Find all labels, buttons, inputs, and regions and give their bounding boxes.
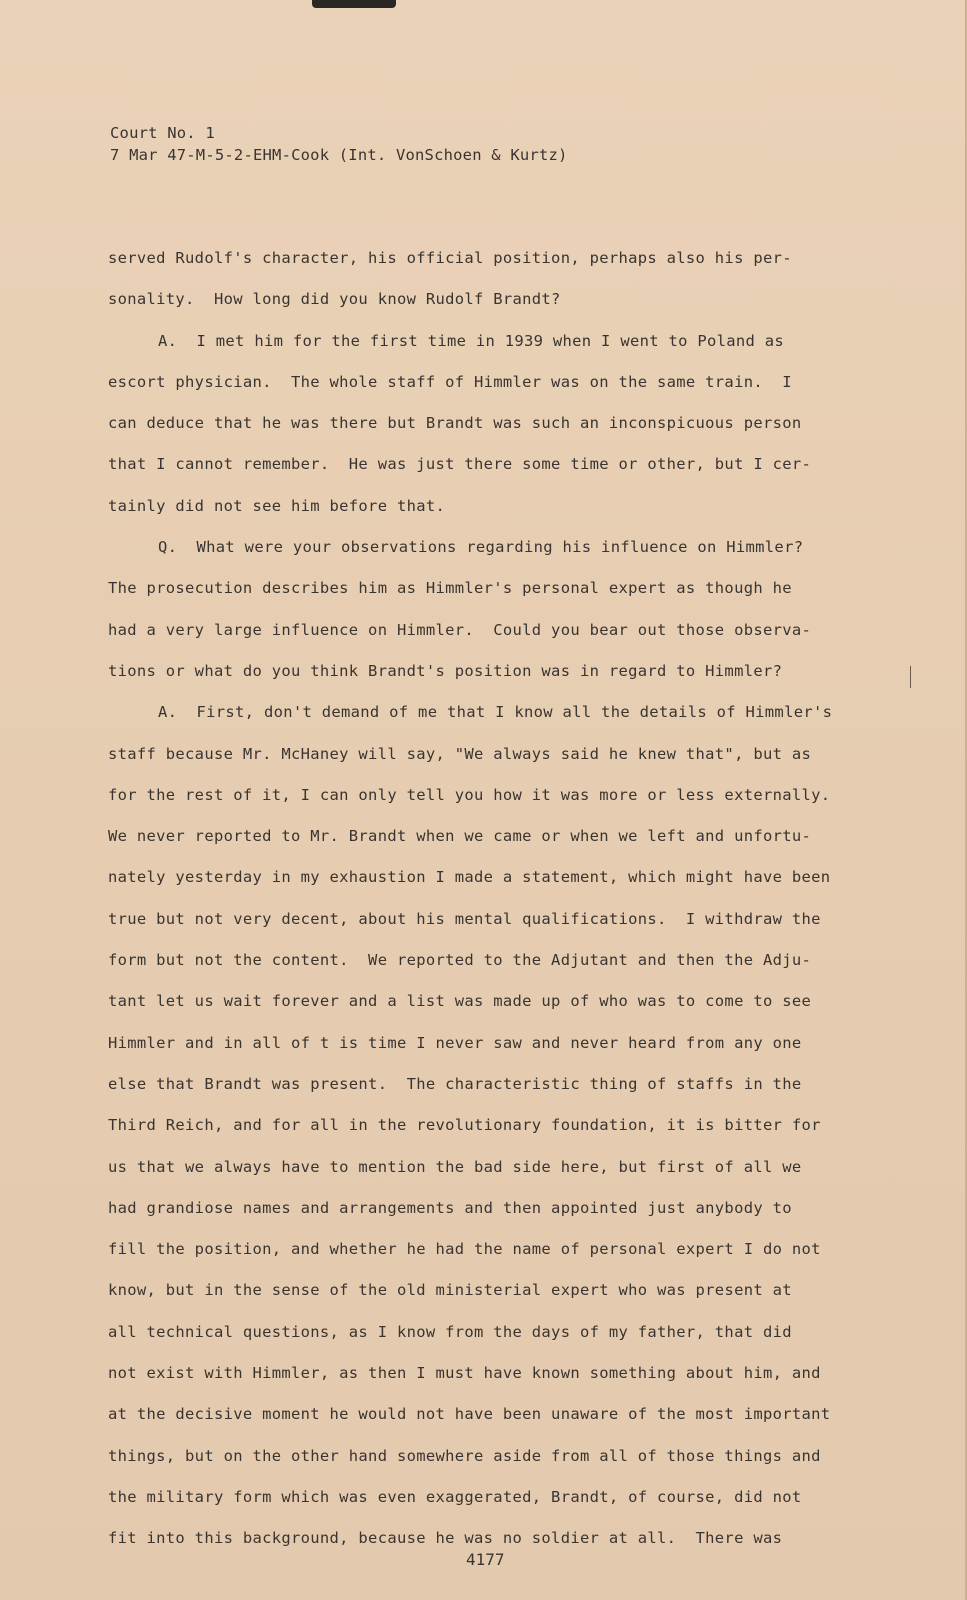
transcript-line: for the rest of it, I can only tell you how it was more or less externally. — [108, 785, 831, 804]
transcript-line: served Rudolf's character, his official position, perhaps also his per- — [108, 249, 792, 267]
transcript-line: know, but in the sense of the old ministerial expert who was present at — [108, 1281, 792, 1300]
transcript-line: tainly did not see him before that. — [108, 496, 446, 515]
transcript-line: true but not very decent, about his mental qualifications. I withdraw the — [108, 909, 821, 928]
session-reference: 7 Mar 47-M-5-2-EHM-Cook (Int. VonSchoen & Kurtz) — [110, 146, 568, 164]
transcript-line: the military form which was even exaggerated, Brandt, of course, did not — [108, 1487, 802, 1506]
transcript-line: escort physician. The whole staff of Himmler was on the same train. I — [108, 372, 792, 391]
transcript-line: not exist with Himmler, as then I must have known something about him, and — [108, 1364, 821, 1383]
transcript-line: things, but on the other hand somewhere aside from all of those things and — [108, 1446, 821, 1465]
binder-clip — [312, 0, 396, 8]
transcript-line: that I cannot remember. He was just there some time or other, but I cer- — [108, 455, 812, 474]
transcript-line: nately yesterday in my exhaustion I made a statement, which might have been — [108, 868, 831, 887]
transcript-line: tant let us wait forever and a list was made up of who was to come to see — [108, 992, 812, 1011]
transcript-line: Q. What were your observations regarding his influence on Himmler? — [158, 538, 804, 557]
transcript-line: fill the position, and whether he had the name of personal expert I do not — [108, 1240, 821, 1259]
document-header — [110, 122, 568, 166]
transcript-line: A. First, don't demand of me that I know all the details of Himmler's — [158, 703, 833, 722]
transcript-line: all technical questions, as I know from the days of my father, that did — [108, 1322, 792, 1341]
page-number: 4177 — [466, 1550, 505, 1569]
transcript-body — [108, 244, 878, 1566]
transcript-line: staff because Mr. McHaney will say, "We always said he knew that", but as — [108, 744, 812, 763]
transcript-line: can deduce that he was there but Brandt was such an inconspicuous person — [108, 414, 802, 433]
court-label: Court No. 1 — [110, 124, 215, 142]
transcript-line: form but not the content. We reported to the Adjutant and then the Adju- — [108, 951, 812, 970]
transcript-line: We never reported to Mr. Brandt when we came or when we left and unfortu- — [108, 827, 812, 846]
transcript-line: Himmler and in all of t is time I never saw and never heard from any one — [108, 1033, 802, 1052]
transcript-line: had grandiose names and arrangements and then appointed just anybody to — [108, 1198, 792, 1217]
transcript-line: sonality. How long did you know Rudolf Brandt? — [108, 290, 561, 309]
margin-pencil-mark — [910, 666, 911, 688]
transcript-line: us that we always have to mention the bad side here, but first of all we — [108, 1157, 802, 1176]
transcript-line: Third Reich, and for all in the revolutionary foundation, it is bitter for — [108, 1116, 821, 1135]
transcript-line: tions or what do you think Brandt's position was in regard to Himmler? — [108, 661, 783, 680]
transcript-line: had a very large influence on Himmler. Could you bear out those observa- — [108, 620, 812, 639]
transcript-line: else that Brandt was present. The characteristic thing of staffs in the — [108, 1074, 802, 1093]
transcript-line: A. I met him for the first time in 1939 when I went to Poland as — [158, 331, 785, 350]
transcript-line: at the decisive moment he would not have been unaware of the most important — [108, 1405, 831, 1424]
transcript-line: The prosecution describes him as Himmler's personal expert as though he — [108, 579, 792, 598]
transcript-line: fit into this background, because he was no soldier at all. There was — [108, 1529, 783, 1548]
